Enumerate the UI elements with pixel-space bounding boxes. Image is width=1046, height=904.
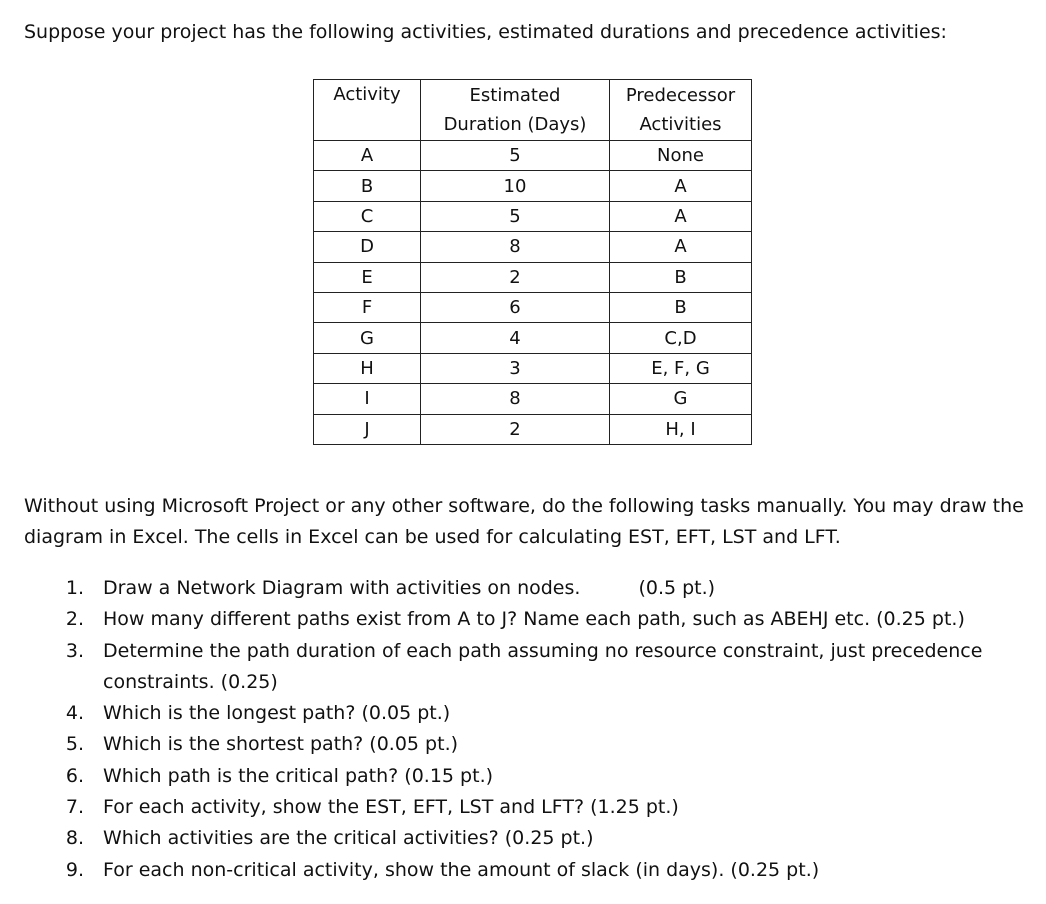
cell-activity: G [314, 323, 421, 353]
task-number: 8. [65, 827, 84, 850]
header-duration-line1: Estimated [469, 85, 561, 106]
table-row [314, 353, 752, 383]
task-number: 5. [65, 733, 84, 756]
cell-duration: 4 [421, 323, 610, 353]
task-number: 4. [65, 702, 84, 725]
table-row [314, 232, 752, 262]
cell-activity: H [314, 353, 421, 383]
task-number: 6. [65, 764, 84, 787]
cell-duration: 8 [421, 232, 610, 262]
list-item [58, 823, 1018, 854]
list-item [58, 636, 1018, 699]
task-text: Which activities are the critical activities? (0.25 pt.) [103, 827, 594, 850]
cell-predecessor: B [610, 292, 752, 322]
table-row [314, 262, 752, 292]
header-predecessor-line2: Activities [639, 114, 722, 135]
cell-duration: 2 [421, 262, 610, 292]
activity-table [313, 79, 752, 445]
table-row [314, 384, 752, 414]
cell-activity: C [314, 201, 421, 231]
cell-predecessor: H, I [610, 414, 752, 444]
table-row [314, 323, 752, 353]
list-item [58, 855, 1018, 886]
cell-duration: 10 [421, 171, 610, 201]
list-item [58, 761, 1018, 792]
cell-predecessor: None [610, 141, 752, 171]
cell-predecessor: A [610, 171, 752, 201]
task-number: 1. [65, 577, 84, 599]
cell-duration: 3 [421, 353, 610, 383]
header-duration [421, 80, 610, 141]
cell-duration: 5 [421, 141, 610, 171]
header-activity [314, 80, 421, 141]
cell-predecessor: B [610, 262, 752, 292]
task-number: 3. [65, 639, 84, 662]
cell-activity: E [314, 262, 421, 292]
task-text: Determine the path duration of each path assuming no resource constraint, just precedence constraints. (0.25) [103, 639, 983, 693]
header-predecessor [610, 80, 752, 141]
cell-activity: D [314, 232, 421, 262]
header-duration-line2: Duration (Days) [443, 114, 587, 135]
task-text: Which is the shortest path? (0.05 pt.) [103, 733, 459, 756]
list-item [58, 698, 1018, 729]
table-row [314, 292, 752, 322]
cell-activity: A [314, 141, 421, 171]
table-row [314, 171, 752, 201]
cell-duration: 2 [421, 414, 610, 444]
task-number: 7. [65, 796, 84, 819]
cell-activity: F [314, 292, 421, 322]
header-activity-label: Activity [333, 84, 401, 105]
cell-activity: J [314, 414, 421, 444]
task-points: (0.5 pt.) [638, 577, 716, 599]
instructions-paragraph: Without using Microsoft Project or any other software, do the following tasks manually. You may draw the diagram in Excel. The cells in Excel can be used for calculating EST, EFT, LST and LFT. [24, 495, 1024, 548]
intro-text: Suppose your project has the following activities, estimated durations and precedence activities: [24, 21, 947, 43]
task-text: Which path is the critical path? (0.15 pt.) [103, 764, 494, 787]
cell-predecessor: A [610, 201, 752, 231]
task-text: Which is the longest path? (0.05 pt.) [103, 702, 451, 725]
task-number: 9. [65, 858, 84, 881]
list-item [58, 729, 1018, 760]
task-text: Draw a Network Diagram with activities on nodes. [103, 577, 581, 599]
list-item [58, 604, 1018, 635]
table-row [314, 141, 752, 171]
cell-predecessor: C,D [610, 323, 752, 353]
cell-activity: B [314, 171, 421, 201]
header-predecessor-line1: Predecessor [625, 85, 736, 106]
task-text: For each activity, show the EST, EFT, LST and LFT? (1.25 pt.) [103, 796, 679, 819]
cell-predecessor: E, F, G [610, 353, 752, 383]
cell-duration: 8 [421, 384, 610, 414]
task-number: 2. [65, 608, 84, 631]
cell-duration: 5 [421, 201, 610, 231]
table-row [314, 201, 752, 231]
list-item [58, 792, 1018, 823]
table-header-row [314, 80, 752, 141]
task-list [58, 573, 1018, 886]
task-text: How many different paths exist from A to J? Name each path, such as ABEHJ etc. (0.25 pt.) [103, 608, 965, 631]
cell-predecessor: G [610, 384, 752, 414]
cell-duration: 6 [421, 292, 610, 322]
cell-activity: I [314, 384, 421, 414]
list-item [58, 573, 1018, 604]
table-row [314, 414, 752, 444]
task-text: For each non-critical activity, show the amount of slack (in days). (0.25 pt.) [103, 858, 820, 881]
cell-predecessor: A [610, 232, 752, 262]
